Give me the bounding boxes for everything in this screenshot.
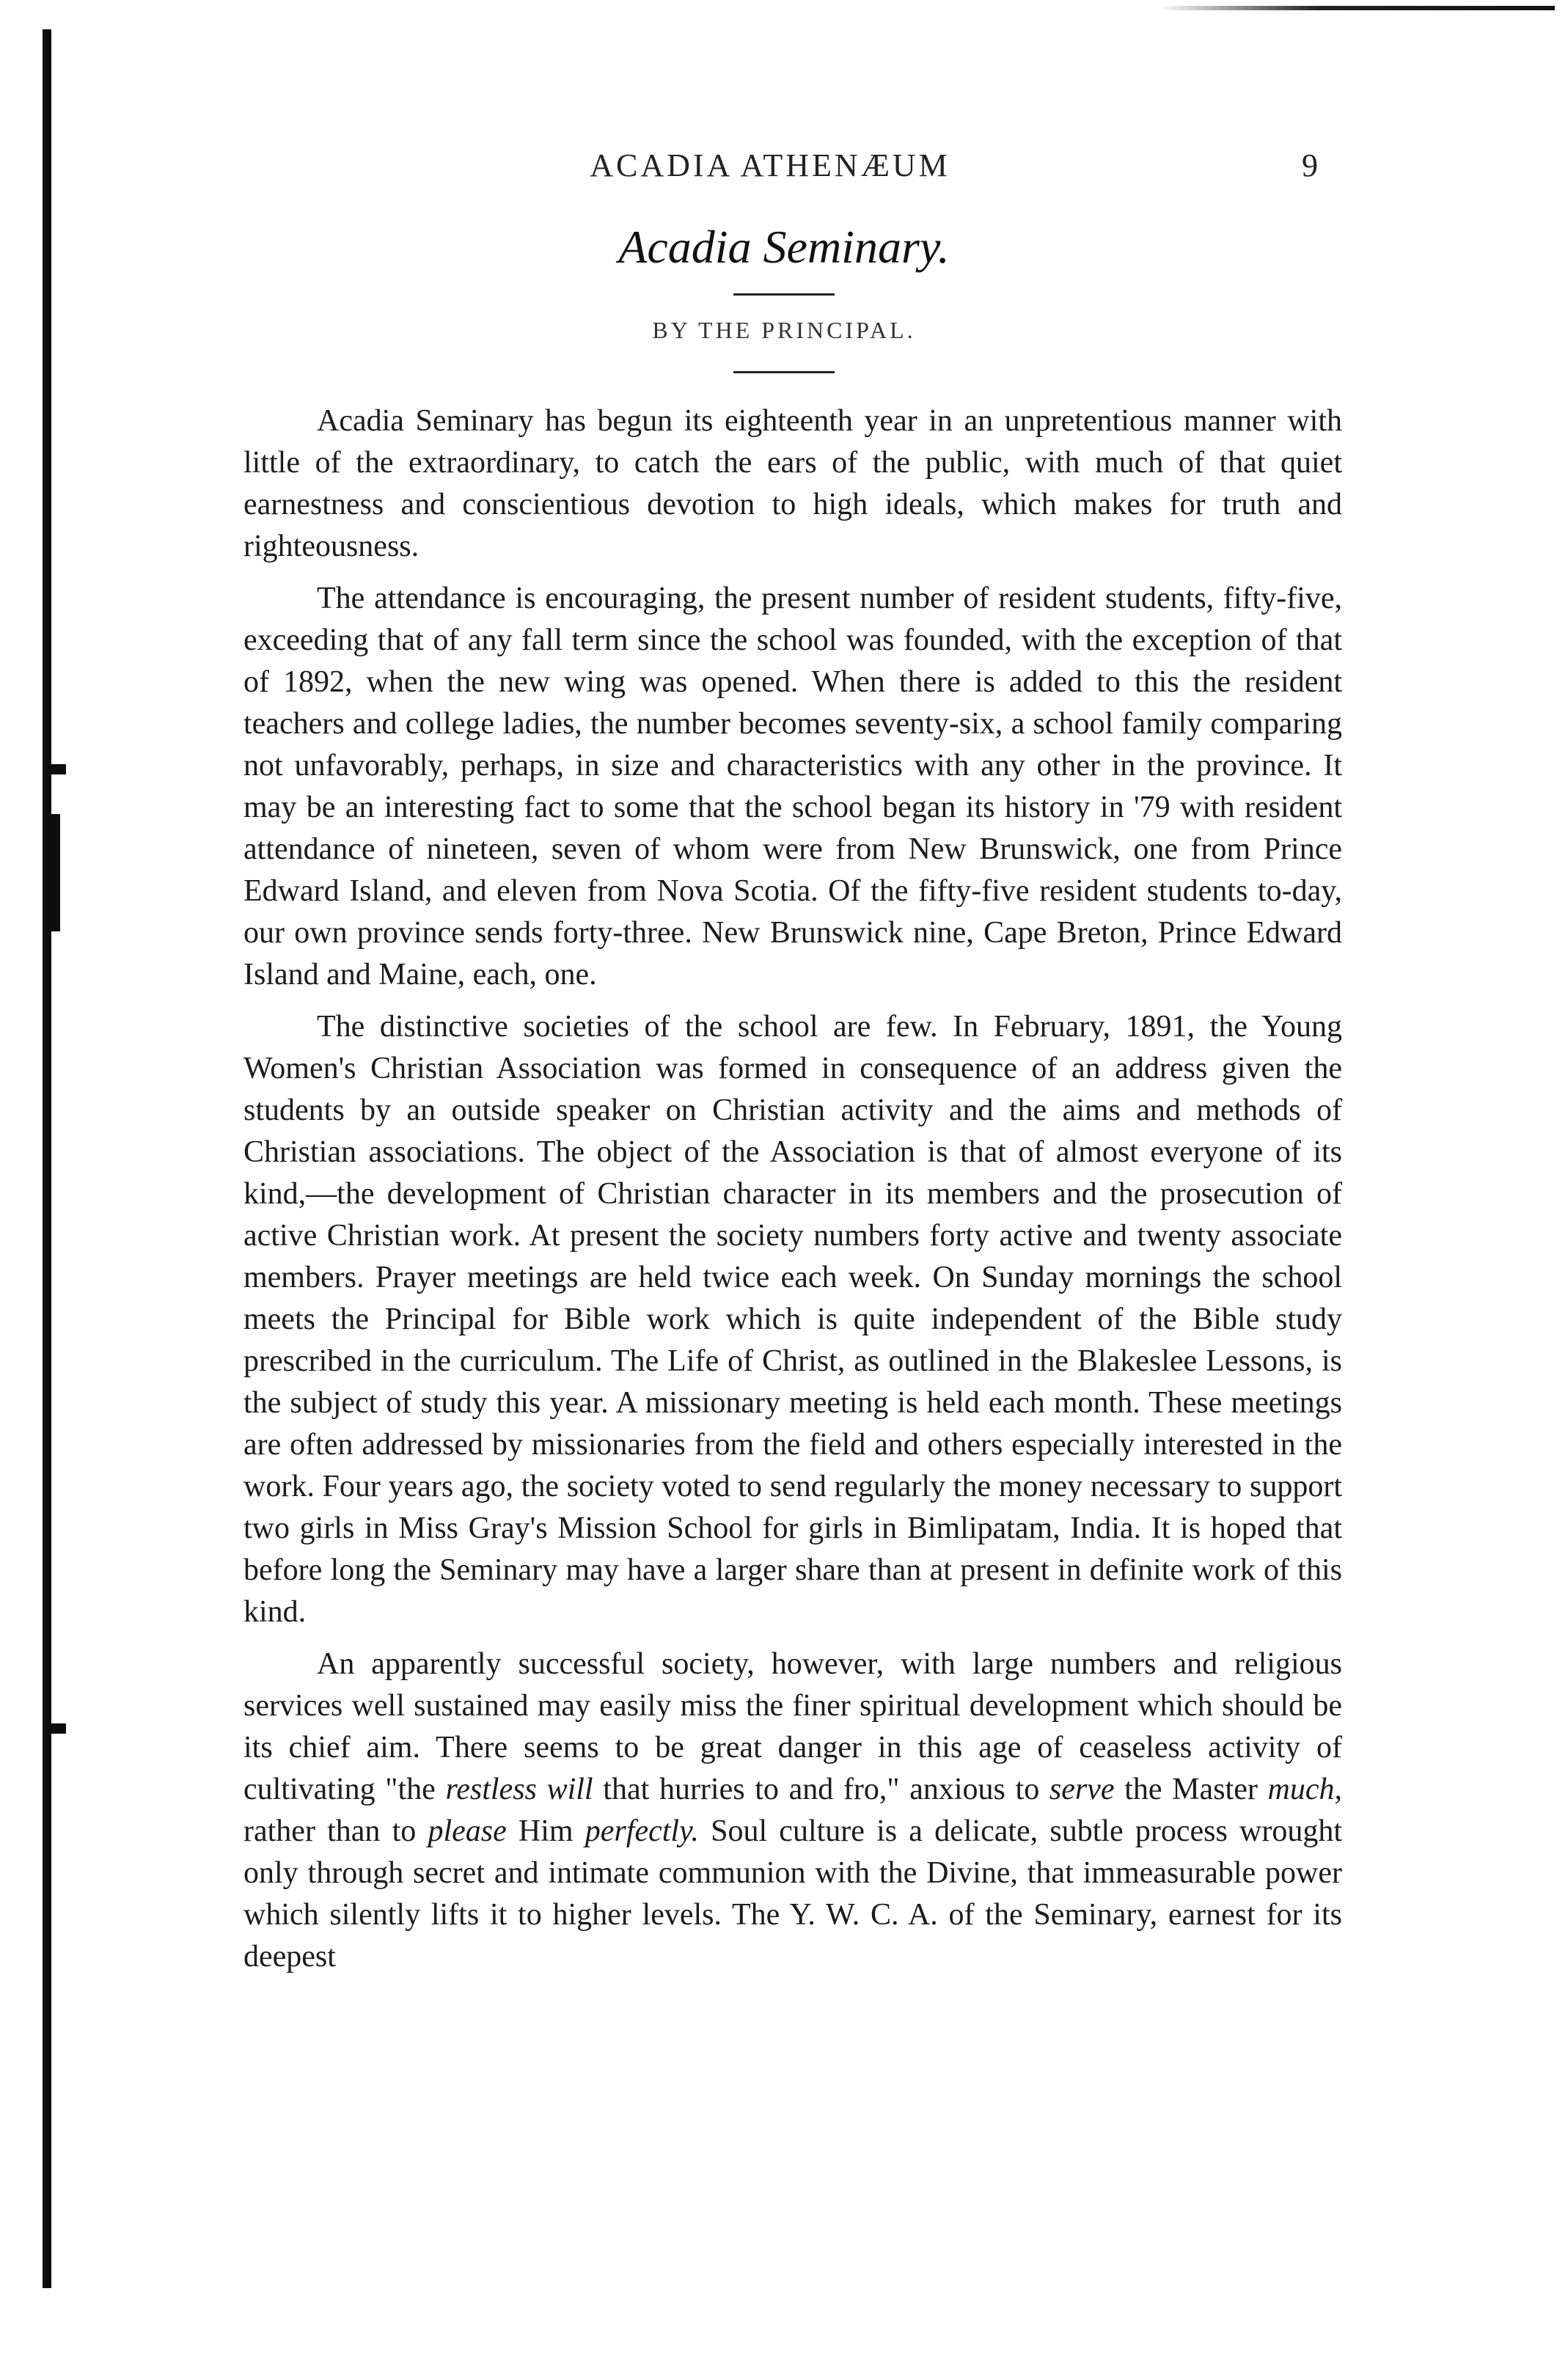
binding-tick [44, 1723, 66, 1734]
byline-rule [733, 371, 835, 373]
paragraph-text: Soul culture is a delicate, subtle process wrought only through secret and intimate communion with the Divine, that immeasurable power which silently lifts it to higher levels. The Y. W. C. A. of the Seminary, earnest for its deepest [243, 1814, 1343, 1974]
paragraph-text: rather than to [243, 1814, 428, 1848]
paragraph [243, 1643, 1342, 1978]
paragraph-text: the Master [1114, 1773, 1268, 1806]
italic-text: please [428, 1814, 507, 1848]
binding-edge [43, 29, 51, 2288]
italic-text: serve [1049, 1773, 1115, 1806]
running-head: ACADIA ATHENÆUM [590, 147, 950, 183]
article-body [243, 400, 1342, 1988]
paragraph-text: An apparently successful society, however, with large numbers and religious services well sustained may easily miss the finer spiritual development which should be its chief aim. There seems to be great danger in this age of ceaseless activity of cultivating "the [243, 1647, 1342, 1806]
paragraph: Acadia Seminary has begun its eighteenth year in an unpretentious manner with little of the extraordinary, to catch the ears of the public, with much of that quiet earnestness and conscientious devotion to high ideals, which makes for truth and righteousness. [243, 404, 1342, 563]
paragraph: The attendance is encouraging, the present number of resident students, fifty-five, exceeding that of any fall term since the school was founded, with the exception of that of 1892, when the new wing was opened. When there is added to this the resident teachers and college ladies, the number becomes seventy-six, a school family comparing not unfavorably, perhaps, in size and characteristics with any other in the province. It may be an interesting fact to some that the school began its history in '79 with resident attendance of nineteen, seven of whom were from New Brunswick, one from Prince Edward Island, and eleven from Nova Scotia. Of the fifty-five resident students to-day, our own province sends forty-three. New Brunswick nine, Cape Breton, Prince Edward Island and Maine, each, one. [243, 582, 1342, 992]
binding-edge-shadow [43, 814, 60, 931]
article-byline: BY THE PRINCIPAL. [652, 317, 916, 343]
italic-text: restless will [445, 1773, 593, 1806]
paragraph-text: that hurries to and fro," anxious to [593, 1773, 1049, 1806]
article-title: Acadia Seminary. [618, 221, 950, 273]
page-number: 9 [1302, 147, 1318, 183]
scan-top-rule [1159, 6, 1555, 10]
paragraph: The distinctive societies of the school are few. In February, 1891, the Young Women's Christian Association was formed in consequence of an address given the students by an outside speaker on Christian activity and the aims and methods of Christian associations. The object of the Association is that of almost everyone of its kind,—the development of Christian character in its members and the prosecution of active Christian work. At present the society numbers forty active and twenty associate members. Prayer meetings are held twice each week. On Sunday mornings the school meets the Principal for Bible work which is quite independent of the Bible study prescribed in the curriculum. The Life of Christ, as outlined in the Blakeslee Lessons, is the subject of study this year. A missionary meeting is held each month. These meetings are often addressed by missionaries from the field and others especially interested in the work. Four years ago, the society voted to send regularly the money necessary to support two girls in Miss Gray's Mission School for girls in Bimlipatam, India. It is hoped that before long the Seminary may have a larger share than at present in definite work of this kind. [243, 1010, 1342, 1629]
title-rule [733, 293, 835, 296]
italic-text: perfectly. [585, 1814, 699, 1848]
paragraph-text: Him [506, 1814, 585, 1848]
italic-text: much, [1267, 1773, 1342, 1806]
binding-tick [44, 764, 66, 774]
